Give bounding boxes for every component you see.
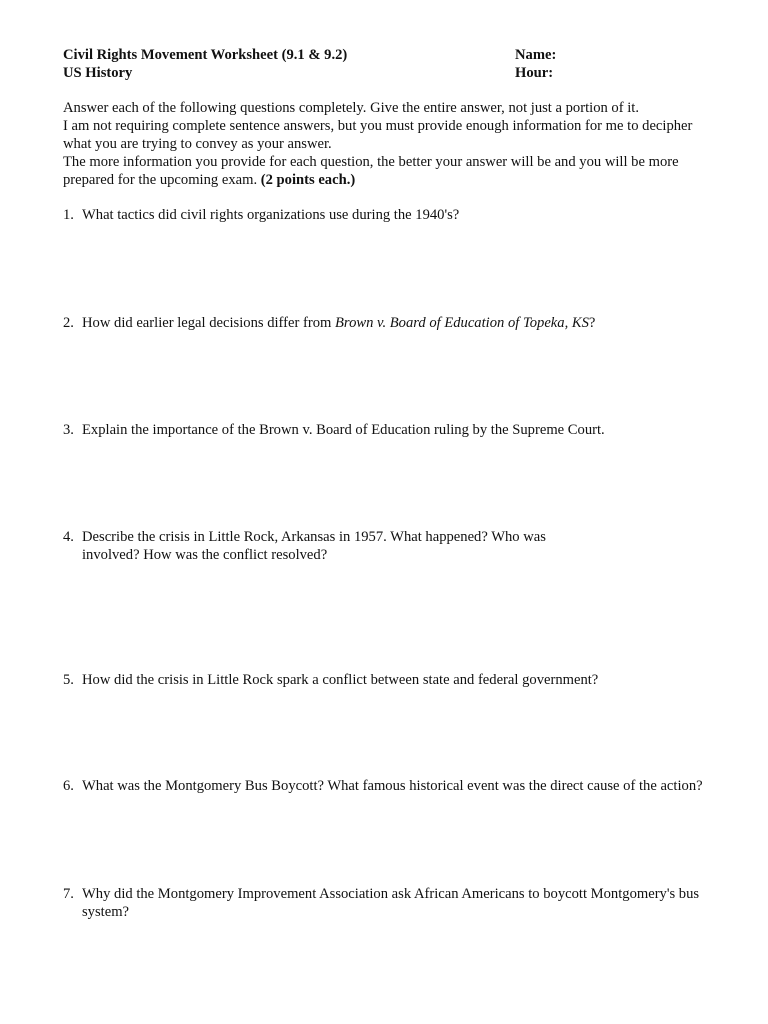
worksheet-title: Civil Rights Movement Worksheet (9.1 & 9.2) — [63, 47, 348, 63]
question-text: Describe the crisis in Little Rock, Arkansas in 1957. What happened? Who was — [82, 529, 546, 545]
question-text: system? — [82, 904, 130, 920]
instructions — [63, 99, 743, 189]
course-name: US History — [63, 65, 133, 81]
name-label: Name: — [515, 47, 557, 63]
case-title: Brown v. Board of Education of Topeka, KS — [335, 315, 589, 331]
instructions-line: Answer each of the following questions completely. Give the entire answer, not just a portion of it. — [63, 100, 639, 116]
question-text: What tactics did civil rights organizations use during the 1940's? — [82, 207, 460, 223]
question-6 — [63, 777, 743, 795]
question-7 — [63, 885, 743, 921]
question-text: Explain the importance of the Brown v. Board of Education ruling by the Supreme Court. — [82, 422, 605, 438]
instructions-text: prepared for the upcoming exam. — [63, 172, 261, 188]
points-note: (2 points each.) — [260, 172, 356, 188]
question-text: How did the crisis in Little Rock spark a conflict between state and federal government? — [82, 672, 599, 688]
question-number: 6. — [63, 778, 74, 794]
instructions-line: what you are trying to convey as your answer. — [63, 136, 332, 152]
question-number: 7. — [63, 886, 74, 902]
question-2 — [63, 314, 743, 332]
question-text — [82, 314, 743, 332]
question-number: 4. — [63, 529, 74, 545]
question-text-part: ? — [588, 315, 596, 331]
question-text-part: How did earlier legal decisions differ from — [82, 315, 336, 331]
question-number: 3. — [63, 422, 74, 438]
hour-label: Hour: — [515, 65, 554, 81]
instructions-line — [63, 171, 743, 189]
instructions-line: I am not requiring complete sentence answers, but you must provide enough information for me to decipher — [63, 118, 693, 134]
question-1 — [63, 206, 743, 224]
question-5 — [63, 671, 743, 689]
question-number: 1. — [63, 207, 74, 223]
question-3 — [63, 421, 743, 439]
instructions-line: The more information you provide for each question, the better your answer will be and you will be more — [63, 154, 679, 170]
question-number: 5. — [63, 672, 74, 688]
question-text: involved? How was the conflict resolved? — [82, 547, 328, 563]
question-number: 2. — [63, 315, 74, 331]
question-text: What was the Montgomery Bus Boycott? What famous historical event was the direct cause of the action? — [82, 778, 703, 794]
question-4 — [63, 528, 743, 564]
question-text: Why did the Montgomery Improvement Association ask African Americans to boycott Montgomery's bus — [82, 886, 700, 902]
